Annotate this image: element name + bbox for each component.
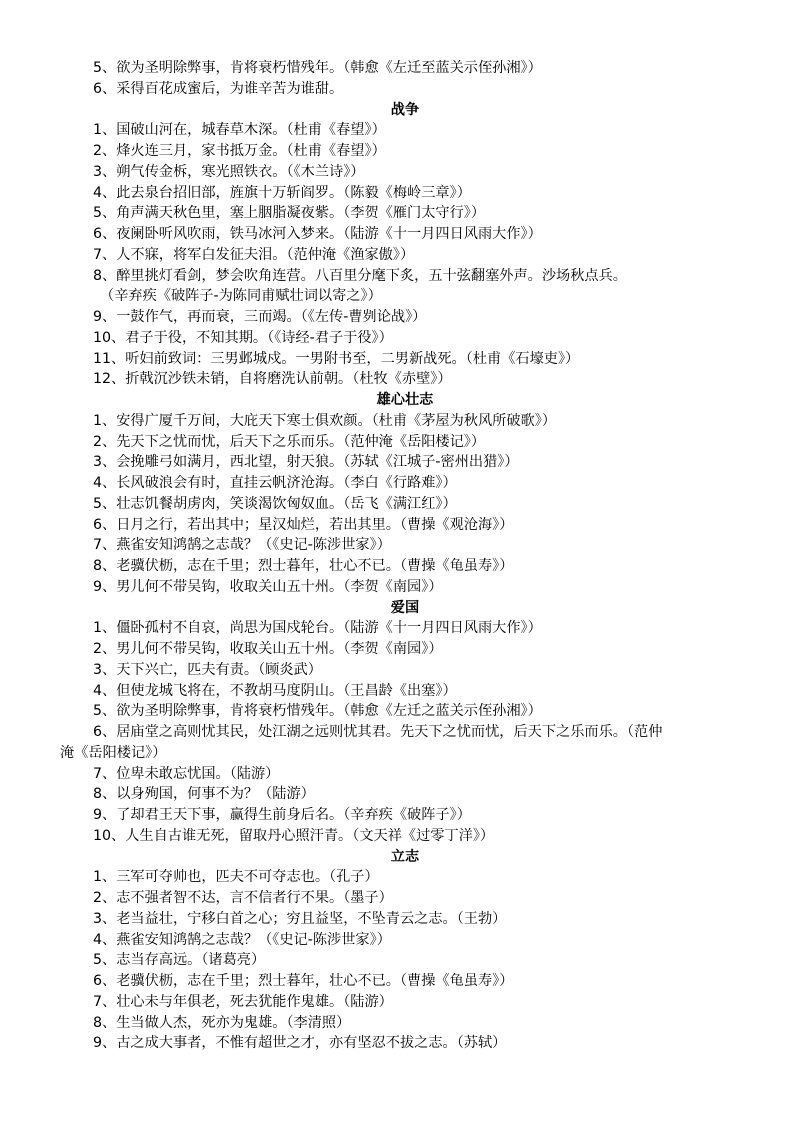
quote-line: 2、烽火连三月，家书抵万金。（杜甫《春望》） — [93, 143, 386, 159]
quote-line: 5、欲为圣明除弊事，肯将衰朽惜残年。（韩愈《左迁之蓝关示侄孙湘》） — [93, 703, 542, 720]
quote-line: 3、朔气传金柝，寒光照铁衣。（《木兰诗》） — [93, 163, 365, 180]
quote-line: 4、但使龙城飞将在，不教胡马度阴山。（王昌龄《出塞》） — [93, 682, 457, 699]
quote-line-continuation: 淹《岳阳楼记》） — [60, 744, 167, 761]
quote-line: 8、以身殉国，何事不为？（陆游） — [93, 786, 315, 803]
quote-line: 6、老骥伏枥，志在千里；烈士暮年，壮心不已。（曹操《龟虽寿》） — [93, 973, 514, 989]
quote-line: 1、三军可夺帅也，匹夫不可夺志也。（孔子） — [93, 869, 379, 886]
quote-line: 3、老当益壮，宁移白首之心；穷且益坚，不坠青云之志。（王勃） — [93, 910, 507, 927]
quote-line: 2、男儿何不带吴钩，收取关山五十州。（李贺《南园》） — [93, 641, 443, 657]
quote-line: 5、壮志饥餐胡虏肉，笑谈渴饮匈奴血。（岳飞《满江红》） — [93, 495, 457, 512]
quote-line: 3、会挽雕弓如满月，西北望，射天狼。（苏轼《江城子-密州出猎》） — [93, 454, 519, 471]
section-heading: 立志 — [390, 848, 420, 865]
section-heading: 雄心壮志 — [376, 392, 434, 408]
quote-line: 1、安得广厦千万间，大庇天下寒士俱欢颜。（杜甫《茅屋为秋风所破歌》） — [93, 412, 557, 429]
quote-line: 11、听妇前致词：三男邺城戍。一男附书至，二男新战死。（杜甫《石壕吏》） — [93, 350, 580, 367]
section-heading: 爱国 — [390, 599, 420, 616]
quote-line: 4、长风破浪会有时，直挂云帆济沧海。（李白《行路难》） — [93, 475, 457, 491]
quote-line: 6、采得百花成蜜后，为谁辛苦为谁甜。 — [93, 80, 344, 97]
quote-line: 9、男儿何不带吴钩，收取关山五十州。（李贺《南园》） — [93, 578, 443, 595]
quote-line: 9、一鼓作气，再而衰，三而竭。（《左传-曹刿论战》） — [93, 309, 427, 325]
quote-line: 5、角声满天秋色里，塞上胭脂凝夜紫。（李贺《雁门太守行》） — [93, 205, 486, 222]
quote-line: 9、古之成大事者，不惟有超世之才，亦有坚忍不拔之志。（苏轼） — [93, 1035, 507, 1052]
quote-line: 7、人不寐，将军白发征夫泪。（范仲淹《渔家傲》） — [93, 246, 415, 263]
quote-line: 1、国破山河在，城春草木深。（杜甫《春望》） — [93, 122, 386, 139]
quote-line: 3、天下兴亡，匹夫有责。（顾炎武） — [93, 661, 322, 678]
quote-line: 8、生当做人杰，死亦为鬼雄。（李清照） — [93, 1014, 351, 1031]
quote-line: 7、位卑未敢忘忧国。（陆游） — [93, 765, 280, 782]
quote-line: 5、志当存高远。（诸葛亮） — [93, 952, 266, 969]
quote-line: 12、折戟沉沙铁未销，自将磨洗认前朝。（杜牧《赤壁》） — [93, 371, 452, 388]
quote-line: 8、老骥伏枥，志在千里；烈士暮年，壮心不已。（曹操《龟虽寿》） — [93, 558, 514, 574]
quote-line: 7、壮心未与年俱老，死去犹能作鬼雄。（陆游） — [93, 993, 393, 1010]
quote-line: 6、日月之行，若出其中；星汉灿烂，若出其里。（曹操《观沧海》） — [93, 516, 514, 533]
quote-line: 10、人生自古谁无死，留取丹心照汗青。（文天祥《过零丁洋》） — [93, 827, 495, 844]
quote-line: 1、僵卧孤村不自哀，尚思为国戍轮台。（陆游《十一月四日风雨大作》） — [93, 620, 542, 637]
quote-line: 5、欲为圣明除弊事，肯将衰朽惜残年。（韩愈《左迁至蓝关示侄孙湘》） — [93, 60, 542, 76]
quote-line: 10、君子于役，不知其期。（《诗经-君子于役》） — [93, 329, 393, 346]
quote-line: 7、燕雀安知鸿鹄之志哉？（《史记-陈涉世家》） — [93, 537, 391, 554]
quote-line: 2、先天下之忧而忧，后天下之乐而乐。（范仲淹《岳阳楼记》） — [93, 433, 486, 450]
quote-line: 4、此去泉台招旧部，旌旗十万斩阎罗。（陈毅《梅岭三章》） — [93, 184, 471, 201]
quote-line: 8、醉里挑灯看剑，梦会吹角连营。八百里分麾下炙，五十弦翻塞外声。沙场秋点兵。 — [93, 267, 627, 284]
document-body — [60, 58, 750, 1054]
section-heading: 战争 — [390, 101, 420, 118]
quote-line: 6、夜阑卧听风吹雨，铁马冰河入梦来。（陆游《十一月四日风雨大作》） — [93, 226, 542, 242]
quote-line: 6、居庙堂之高则忧其民，处江湖之远则忧其君。先天下之忧而忧，后天下之乐而乐。（范仲 — [93, 724, 663, 740]
quote-line: 9、了却君王天下事，赢得生前身后名。（辛弃疾《破阵子》） — [93, 807, 471, 823]
quote-line-continuation: （辛弃疾《破阵子-为陈同甫赋壮词以寄之》） — [100, 288, 382, 305]
quote-line: 2、志不强者智不达，言不信者行不果。（墨子） — [93, 890, 393, 906]
quote-line: 4、燕雀安知鸿鹄之志哉？（《史记-陈涉世家》） — [93, 931, 391, 948]
